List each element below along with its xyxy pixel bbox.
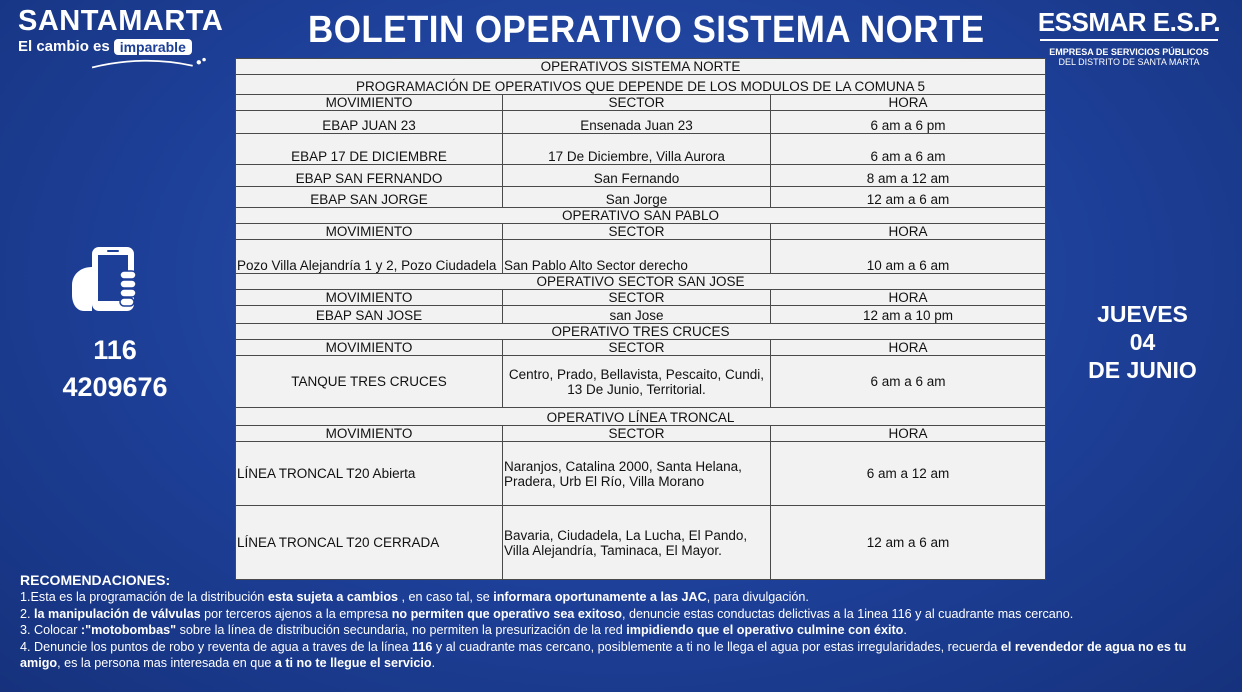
- cell-hora: 12 am a 10 pm: [771, 306, 1046, 324]
- cell-sector: San Jorge: [503, 187, 771, 208]
- header-sector: SECTOR: [503, 95, 771, 111]
- santamarta-logo: [18, 6, 223, 76]
- header-hora: HORA: [771, 426, 1046, 442]
- table-row: [236, 442, 1046, 506]
- table-row: [236, 187, 1046, 208]
- column-header-row: [236, 95, 1046, 111]
- section-title-comuna5: PROGRAMACIÓN DE OPERATIVOS QUE DEPENDE DE LOS MODULOS DE LA COMUNA 5: [236, 75, 1046, 95]
- cell-hora: 6 am a 6 am: [771, 356, 1046, 408]
- essmar-subtitle-2: DEL DISTRITO DE SANTA MARTA: [1058, 57, 1200, 67]
- table-title: OPERATIVOS SISTEMA NORTE: [236, 59, 1046, 75]
- cell-movimiento: LÍNEA TRONCAL T20 CERRADA: [236, 506, 503, 580]
- contact-line-1: 116: [93, 335, 137, 365]
- swoosh-icon: [18, 57, 223, 71]
- cell-hora: 6 am a 6 pm: [771, 111, 1046, 134]
- cell-movimiento: EBAP 17 DE DICIEMBRE: [236, 134, 503, 165]
- header-sector: SECTOR: [503, 224, 771, 240]
- cell-movimiento: EBAP SAN JOSE: [236, 306, 503, 324]
- cell-sector: San Pablo Alto Sector derecho: [503, 240, 771, 274]
- operations-table: [235, 58, 1046, 580]
- section-header-row: [236, 408, 1046, 426]
- section-header-row: [236, 75, 1046, 95]
- cell-sector: Bavaria, Ciudadela, La Lucha, El Pando, Villa Alejandría, Taminaca, El Mayor.: [503, 506, 771, 580]
- recommendation-3: 3. Colocar :"motobombas" sobre la línea de distribución secundaria, no permiten la presurización de la red impidiendo que el operativo culmine con éxito.: [20, 623, 907, 638]
- recommendations: [20, 572, 1225, 672]
- cell-movimiento: EBAP SAN JORGE: [236, 187, 503, 208]
- header-hora: HORA: [771, 95, 1046, 111]
- header-hora: HORA: [771, 290, 1046, 306]
- phone-hand-icon: [70, 245, 140, 317]
- header-movimiento: MOVIMIENTO: [236, 224, 503, 240]
- section-header-row: [236, 208, 1046, 224]
- tagline-word: imparable: [114, 39, 192, 55]
- table-row: [236, 506, 1046, 580]
- section-title-san-pablo: OPERATIVO SAN PABLO: [236, 208, 1046, 224]
- column-header-row: [236, 426, 1046, 442]
- cell-hora: 8 am a 12 am: [771, 165, 1046, 187]
- essmar-subtitle-1: EMPRESA DE SERVICIOS PÚBLICOS: [1049, 47, 1209, 57]
- table-row: [236, 240, 1046, 274]
- cell-movimiento: EBAP SAN FERNANDO: [236, 165, 503, 187]
- table-row: [236, 111, 1046, 134]
- column-header-row: [236, 290, 1046, 306]
- essmar-logo: [1034, 8, 1224, 67]
- header-sector: SECTOR: [503, 340, 771, 356]
- section-title-san-jose: OPERATIVO SECTOR SAN JOSE: [236, 274, 1046, 290]
- contact-line-2: 4209676: [62, 372, 168, 402]
- page-title: BOLETIN OPERATIVO SISTEMA NORTE: [308, 9, 985, 51]
- header-hora: HORA: [771, 340, 1046, 356]
- cell-sector: Ensenada Juan 23: [503, 111, 771, 134]
- santamarta-wordmark: SANTAMARTA: [18, 5, 224, 37]
- date-day: JUEVES: [1097, 301, 1188, 327]
- essmar-wordmark: ESSMAR E.S.P.: [1037, 7, 1221, 37]
- table-title-row: [236, 59, 1046, 75]
- header-movimiento: MOVIMIENTO: [236, 340, 503, 356]
- table-row: [236, 134, 1046, 165]
- section-title-tres-cruces: OPERATIVO TRES CRUCES: [236, 324, 1046, 340]
- cell-sector: Naranjos, Catalina 2000, Santa Helana, Pradera, Urb El Río, Villa Morano: [503, 442, 771, 506]
- date-number: 04: [1129, 329, 1156, 355]
- cell-hora: 6 am a 6 am: [771, 134, 1046, 165]
- header-movimiento: MOVIMIENTO: [236, 426, 503, 442]
- recommendation-4: 4. Denuncie los puntos de robo y reventa de agua a traves de la línea 116 y al cuadrante mas cercano, posiblemente a ti no le llega el agua por estas irregularidades, recuerda el revendedor de agua no es tu amigo, es la persona mas interesada en que a ti no te llegue el servicio.: [20, 639, 1187, 671]
- recommendation-2: 2. la manipulación de válvulas por terceros ajenos a la empresa no permiten que operativo sea exitoso, denuncie estas conductas delictivas a la 1inea 116 y al cuadrante mas cercano.: [20, 606, 1074, 621]
- date-month: DE JUNIO: [1088, 357, 1197, 383]
- table-row: [236, 165, 1046, 187]
- header-sector: SECTOR: [503, 290, 771, 306]
- logo-divider: [1040, 39, 1218, 41]
- header-sector: SECTOR: [503, 426, 771, 442]
- santamarta-tagline: [18, 38, 223, 55]
- cell-movimiento: LÍNEA TRONCAL T20 Abierta: [236, 442, 503, 506]
- section-title-linea-troncal: OPERATIVO LÍNEA TRONCAL: [236, 408, 1046, 426]
- cell-sector: San Fernando: [503, 165, 771, 187]
- section-header-row: [236, 274, 1046, 290]
- cell-hora: 6 am a 12 am: [771, 442, 1046, 506]
- recommendation-1: 1.Esta es la programación de la distribución esta sujeta a cambios , en caso tal, se informara oportunamente a las JAC, para divulgación.: [20, 590, 809, 604]
- tagline-prefix: El cambio es: [18, 38, 110, 55]
- cell-sector: Centro, Prado, Bellavista, Pescaito, Cundi, 13 De Junio, Territorial.: [503, 356, 771, 408]
- table-row: [236, 356, 1046, 408]
- cell-movimiento: EBAP JUAN 23: [236, 111, 503, 134]
- header-movimiento: MOVIMIENTO: [236, 290, 503, 306]
- header-movimiento: MOVIMIENTO: [236, 95, 503, 111]
- column-header-row: [236, 340, 1046, 356]
- cell-hora: 12 am a 6 am: [771, 187, 1046, 208]
- cell-movimiento: Pozo Villa Alejandría 1 y 2, Pozo Ciudadela: [236, 240, 503, 274]
- cell-sector: san Jose: [503, 306, 771, 324]
- table-row: [236, 306, 1046, 324]
- cell-hora: 12 am a 6 am: [771, 506, 1046, 580]
- column-header-row: [236, 224, 1046, 240]
- cell-sector: 17 De Diciembre, Villa Aurora: [503, 134, 771, 165]
- recommendations-heading: RECOMENDACIONES:: [20, 572, 171, 588]
- cell-hora: 10 am a 6 am: [771, 240, 1046, 274]
- section-header-row: [236, 324, 1046, 340]
- cell-movimiento: TANQUE TRES CRUCES: [236, 356, 503, 408]
- header-hora: HORA: [771, 224, 1046, 240]
